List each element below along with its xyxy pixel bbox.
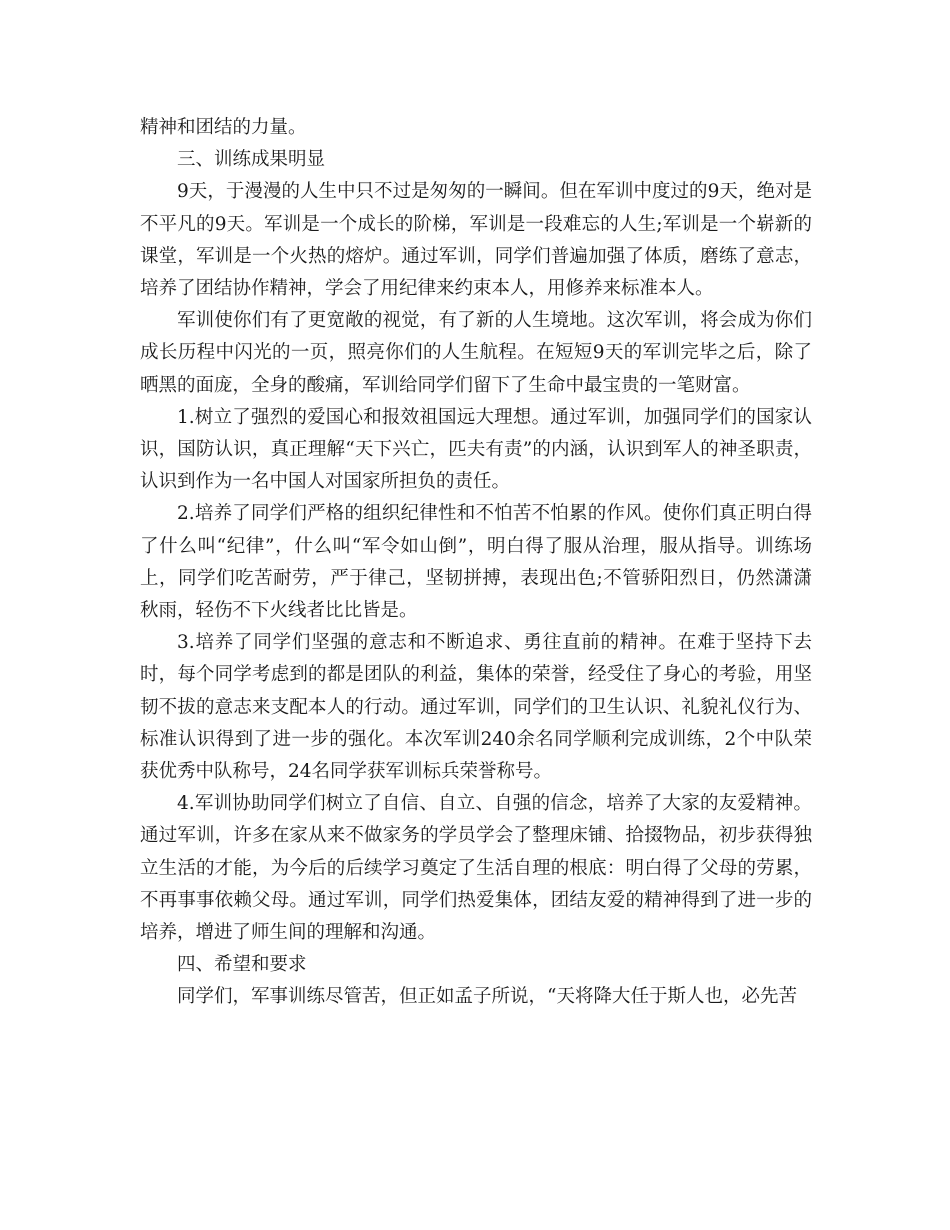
list-item-3-willpower: 3.培养了同学们坚强的意志和不断追求、勇往直前的精神。在难于坚持下去时，每个同学考虑到的都是团队的利益，集体的荣誉，经受住了身心的考验，用坚韧不拔的意志来支配本人的行动。通过军训，同学们的卫生认识、礼貌礼仪行为、标准认识得到了进一步的强化。本次军训240余名同学顺利完成训练，2个中队荣获优秀中队称号，24名同学获军训标兵荣誉称号。 [140, 632, 812, 783]
section-heading-hopes: 四、希望和要求 [177, 954, 307, 976]
section-heading-training-results: 三、训练成果明显 [177, 149, 326, 171]
paragraph-nine-days: 9天，于漫漫的人生中只不过是匆匆的一瞬间。但在军训中度过的9天，绝对是不平凡的9天。军训是一个成长的阶梯，军训是一段难忘的人生;军训是一个崭新的课堂，军训是一个火热的熔炉。通过军训，同学们普遍加强了体质，磨练了意志，培养了团结协作精神，学会了用纪律来约束本人，用修养来标准本人。 [140, 181, 812, 300]
list-item-4-self-reliance: 4.军训协助同学们树立了自信、自立、自强的信念，培养了大家的友爱精神。通过军训，许多在家从来不做家务的学员学会了整理床铺、拾掇物品，初步获得独立生活的才能，为今后的后续学习奠定了生活自理的根底：明白得了父母的劳累，不再事事依赖父母。通过军训，同学们热爱集体，团结友爱的精神得到了进一步的培养，增进了师生间的理解和沟通。 [140, 793, 812, 944]
list-item-2-discipline: 2.培养了同学们严格的组织纪律性和不怕苦不怕累的作风。使你们真正明白得了什么叫“纪律”，什么叫“军令如山倒”，明白得了服从治理，服从指导。训练场上，同学们吃苦耐劳，严于律己，坚韧拼搏，表现出色;不管骄阳烈日，仍然潇潇秋雨，轻伤不下火线者比比皆是。 [140, 503, 812, 622]
list-item-1-patriotism: 1.树立了强烈的爱国心和报效祖国远大理想。通过军训，加强同学们的国家认识，国防认识，真正理解“天下兴亡，匹夫有责”的内涵，认识到军人的神圣职责，认识到作为一名中国人对国家所担负的责任。 [140, 406, 812, 493]
paragraph-continuation: 精神和团结的力量。 [140, 117, 307, 138]
document-body [140, 112, 812, 1014]
paragraph-broader-vision: 军训使你们有了更宽敞的视觉，有了新的人生境地。这次军训，将会成为你们成长历程中闪光的一页，照亮你们的人生航程。在短短9天的军训完毕之后，除了晒黑的面庞，全身的酸痛，军训给同学们留下了生命中最宝贵的一笔财富。 [140, 310, 812, 396]
paragraph-mencius: 同学们，军事训练尽管苦，但正如孟子所说，“天将降大任于斯人也，必先苦 [177, 986, 797, 1008]
